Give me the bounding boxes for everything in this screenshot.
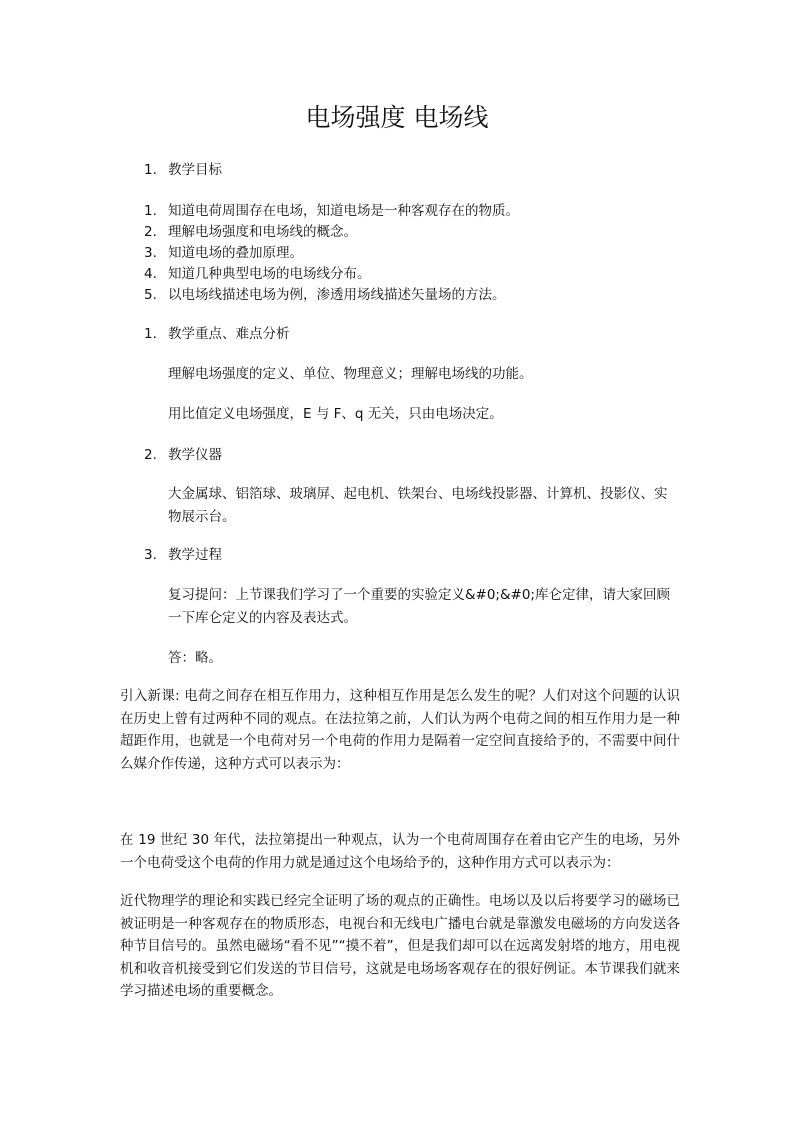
list-number: 5.	[144, 287, 157, 303]
list-item-text: 以电场线描述电场为例，渗透用场线描述矢量场的方法。	[168, 287, 506, 303]
list-number: 3.	[144, 547, 157, 563]
list-item	[144, 244, 303, 262]
key-point-paragraph: 用比值定义电场强度，E 与 F、q 无关，只由电场决定。	[168, 406, 503, 422]
list-number: 3.	[144, 245, 157, 261]
list-item	[144, 286, 506, 304]
list-item	[144, 223, 357, 241]
list-number: 1.	[144, 326, 157, 342]
section-label: 教学过程	[168, 547, 222, 563]
list-number: 4.	[144, 266, 157, 282]
section-heading-objectives	[144, 161, 222, 179]
answer-paragraph: 答：略。	[168, 650, 222, 666]
list-item-text: 知道电场的叠加原理。	[168, 245, 303, 261]
section-heading-process	[144, 546, 222, 564]
faraday-paragraph: 在 19 世纪 30 年代，法拉第提出一种观点，认为一个电荷周围存在着由它产生的电场，另外一个电荷受这个电荷的作用力就是通过这个电场给予的，这种作用方式可以表示为：	[120, 832, 680, 871]
list-item	[144, 202, 519, 220]
section-heading-equipment	[144, 446, 222, 464]
intro-paragraph: 引入新课: 电荷之间存在相互作用力，这种相互作用是怎么发生的呢？人们对这个问题的认识在历史上曾有过两种不同的观点。在法拉第之前，人们认为两个电荷之间的相互作用力是一种超距作用，也就是一个电荷对另一个电荷的作用力是隔着一定空间直接给予的，不需要中间什么媒介作传递，这种方式可以表示为：	[120, 688, 680, 772]
list-item	[144, 265, 371, 283]
key-point-paragraph: 理解电场强度的定义、单位、物理意义；理解电场线的功能。	[168, 366, 533, 382]
section-label: 教学目标	[168, 162, 222, 178]
section-heading-key-points	[144, 325, 290, 343]
list-item-text: 理解电场强度和电场线的概念。	[168, 224, 357, 240]
section-label: 教学重点、难点分析	[168, 326, 290, 342]
list-number: 1.	[144, 162, 157, 178]
page-title: 电场强度 电场线	[305, 103, 489, 132]
equipment-paragraph: 大金属球、铝箔球、玻璃屏、起电机、铁架台、电场线投影器、计算机、投影仪、实物展示台。	[168, 486, 668, 525]
list-item-text: 知道电荷周围存在电场，知道电场是一种客观存在的物质。	[168, 203, 519, 219]
list-number: 2.	[144, 224, 157, 240]
list-item-text: 知道几种典型电场的电场线分布。	[168, 266, 371, 282]
review-question-paragraph: 复习提问：上节课我们学习了一个重要的实验定义&#0;&#0;库仑定律，请大家回顾一下库仑定义的内容及表达式。	[168, 587, 670, 626]
section-label: 教学仪器	[168, 447, 222, 463]
list-number: 1.	[144, 203, 157, 219]
list-number: 2.	[144, 447, 157, 463]
modern-physics-paragraph: 近代物理学的理论和实践已经完全证明了场的观点的正确性。电场以及以后将要学习的磁场已被证明是一种客观存在的物质形态，电视台和无线电广播电台就是靠激发电磁场的方向发送各种节目信号的。虽然电磁场“看不见”“摸不着”，但是我们却可以在远离发射塔的地方，用电视机和收音机接受到它们发送的节目信号，这就是电场场客观存在的很好例证。本节课我们就来学习描述电场的重要概念。	[120, 893, 680, 999]
